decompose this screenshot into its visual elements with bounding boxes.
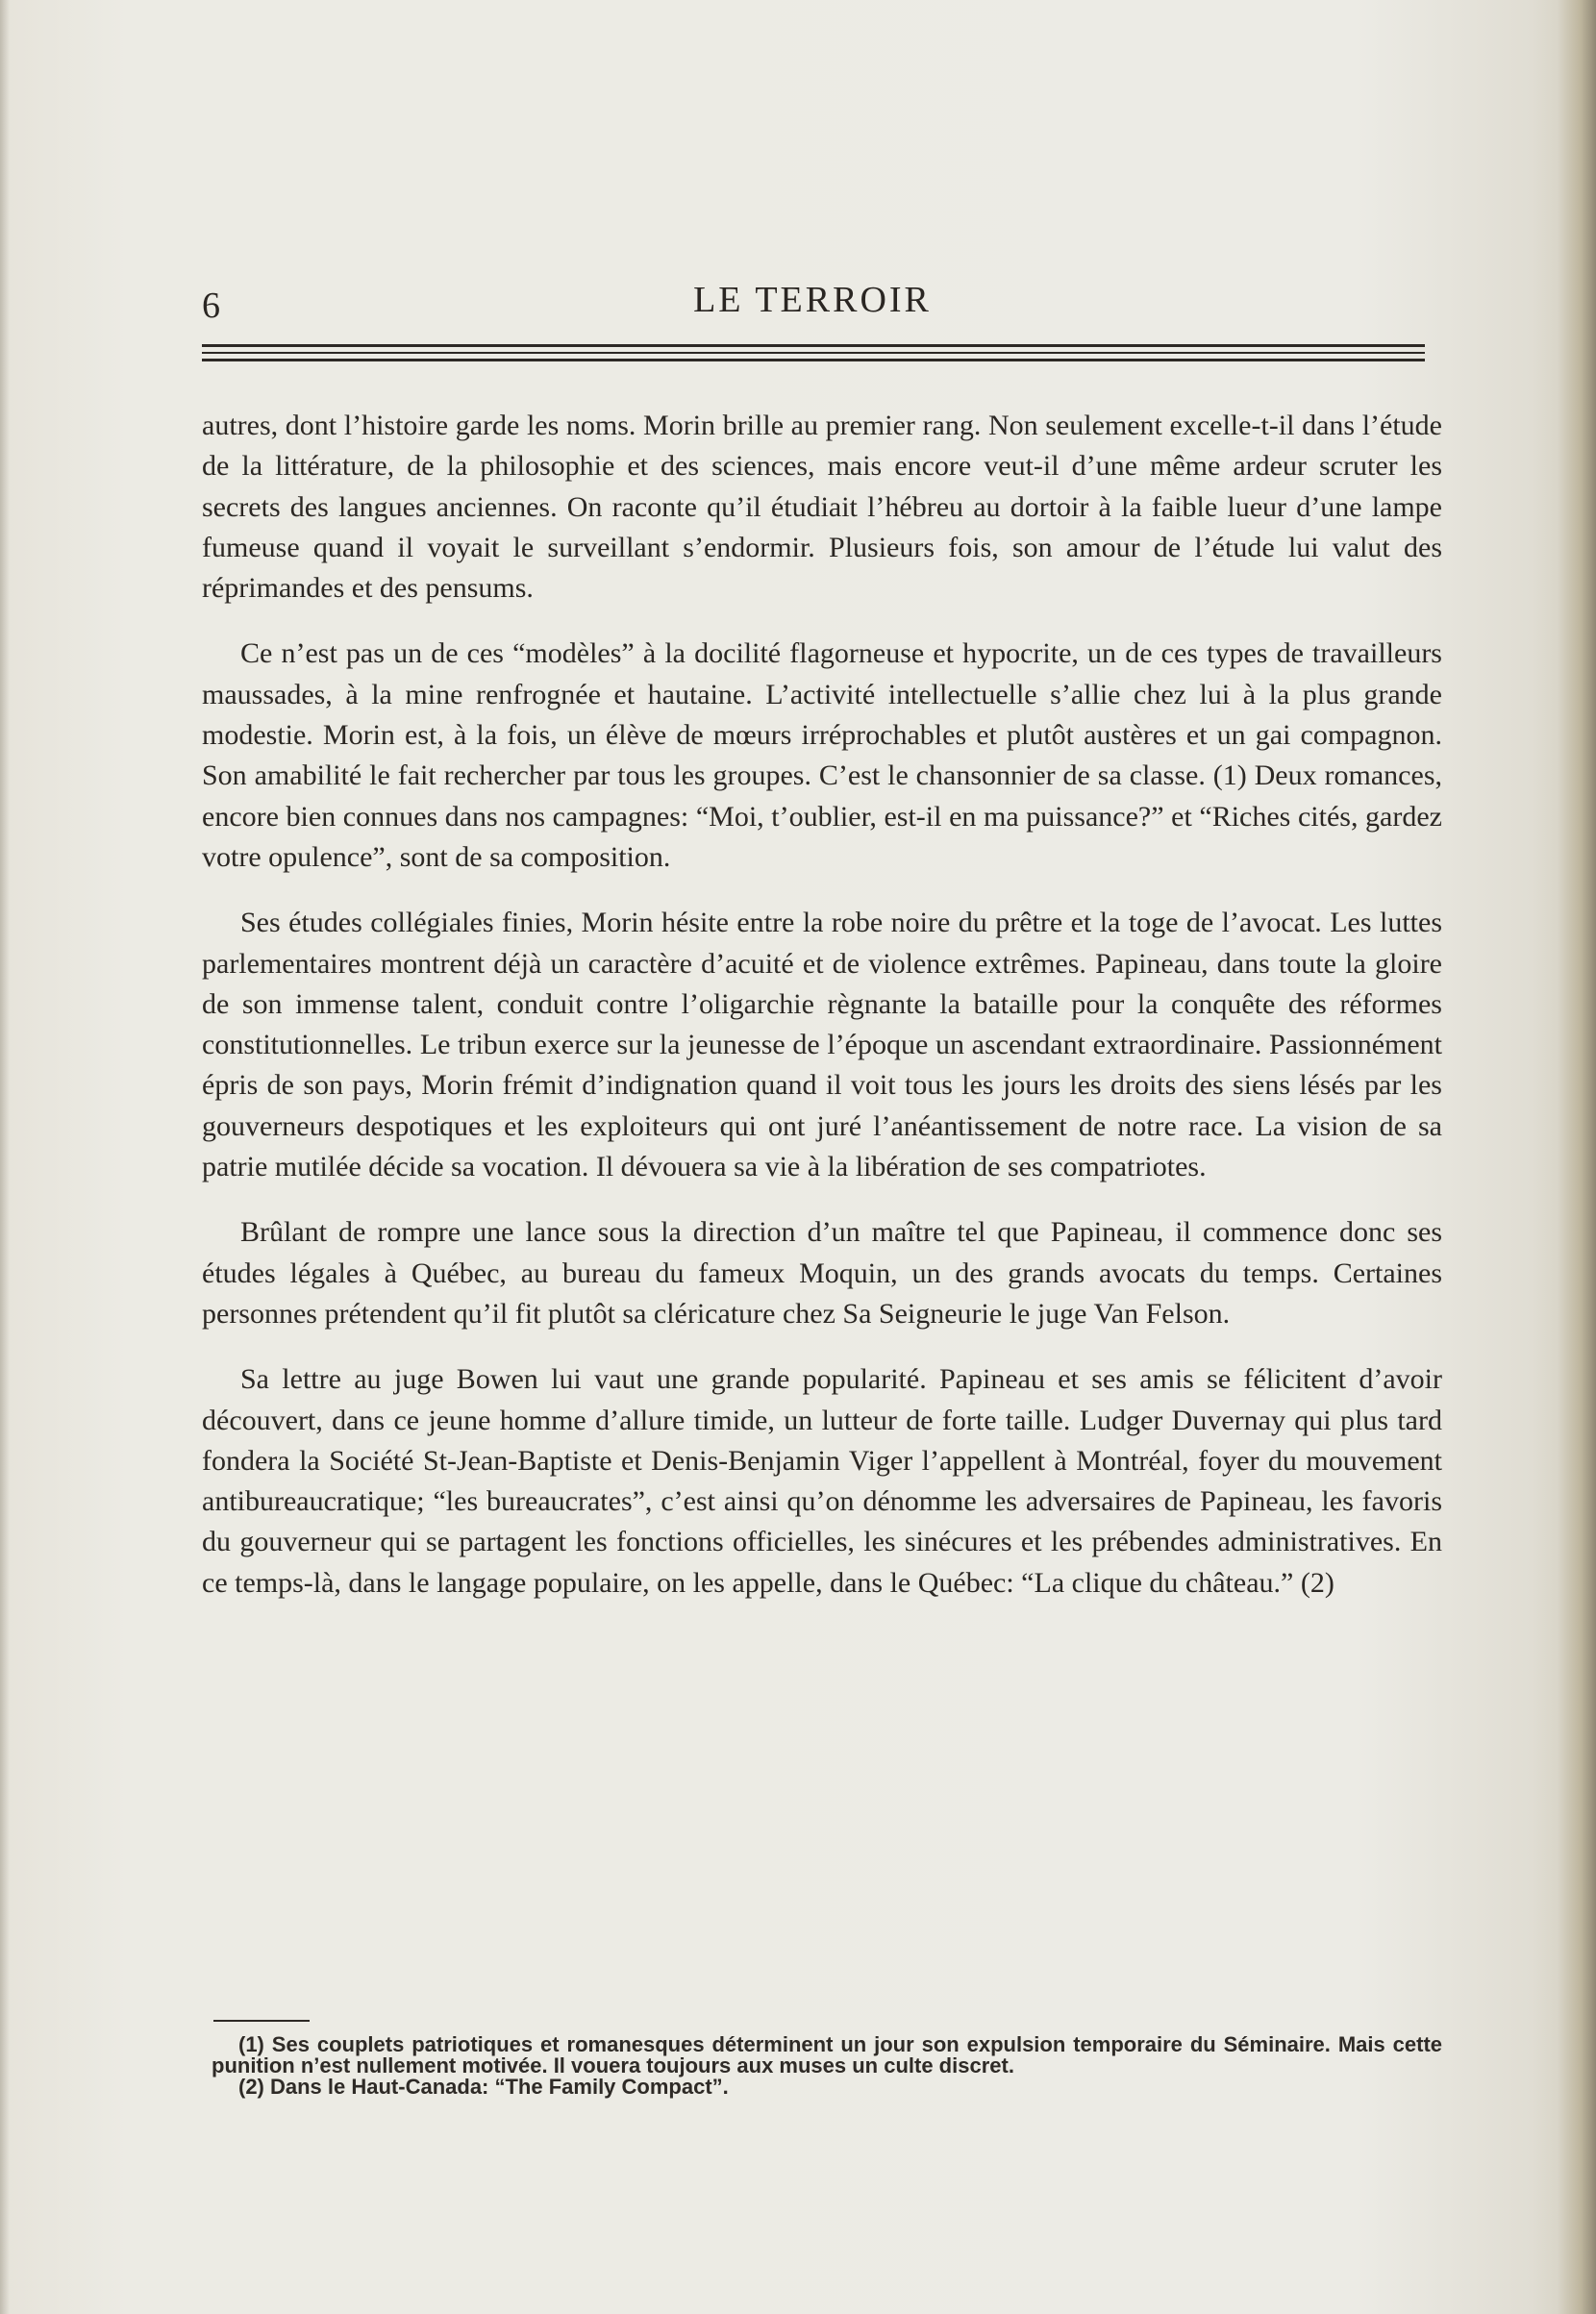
header-rule: [202, 352, 1425, 354]
footnotes: [212, 2034, 1442, 2098]
header-rule: [202, 359, 1425, 361]
page-right-edge-shadow: [1558, 0, 1596, 2314]
header-rule: [202, 344, 1425, 347]
page-header: [202, 281, 1423, 329]
paragraph: Ses études collégiales finies, Morin hésite entre la robe noire du prêtre et la toge de l’avocat. Les luttes parlementaires montrent déjà un caractère d’acuité et de violence extrêmes. Papineau, dans toute la gloire de son immense talent, conduit contre l’oligarchie règnante la bataille pour la conquête des réformes constitutionnelles. Le tribun exerce sur la jeunesse de l’époque un ascendant extraordinaire. Passionnément épris de son pays, Morin frémit d’indignation quand il voit tous les jours les droits des siens lésés par les gouverneurs despotiques et les exploiteurs qui ont juré l’anéantissement de notre race. La vision de sa patrie mutilée décide sa vocation. Il dévouera sa vie à la libération de ses compatriotes.: [202, 907, 1442, 1183]
page-number: 6: [202, 286, 220, 326]
paragraph: autres, dont l’histoire garde les noms. Morin brille au premier rang. Non seulement excelle-t-il dans l’étude de la littérature, de la philosophie et des sciences, mais encore veut-il d’une même ardeur scruter les secrets des langues anciennes. On raconte qu’il étudiait l’hébreu au dortoir à la faible lueur d’une lampe fumeuse quand il voyait le surveillant s’endormir. Plusieurs fois, son amour de l’étude lui valut des réprimandes et des pensums.: [202, 410, 1442, 605]
footnote: (1) Ses couplets patriotiques et romanesques déterminent un jour son expulsion temporaire du Séminaire. Mais cette punition n’est nullement motivée. Il vouera toujours aux muses un culte discret.: [212, 2032, 1442, 2078]
footnote-separator: [213, 2020, 310, 2022]
paragraph: Ce n’est pas un de ces “modèles” à la docilité flagorneuse et hypocrite, un de ces types de travailleurs maussades, à la mine renfrognée et hautaine. L’activité intellectuelle s’allie chez lui à la plus grande modestie. Morin est, à la fois, un élève de mœurs irréprochables et plutôt austères et un gai compagnon. Son amabilité le fait rechercher par tous les groupes. C’est le chansonnier de sa classe. (1) Deux romances, encore bien connues dans nos campagnes: “Moi, t’oublier, est-il en ma puissance?” et “Riches cités, gardez votre opulence”, sont de sa composition.: [202, 637, 1442, 873]
paragraph: Brûlant de rompre une lance sous la direction d’un maître tel que Papineau, il commence donc ses études légales à Québec, au bureau du fameux Moquin, un des grands avocats du temps. Certaines personnes prétendent qu’il fit plutôt sa cléricature chez Sa Seigneurie le juge Van Felson.: [202, 1216, 1442, 1330]
running-title: LE TERROIR: [693, 280, 932, 320]
page-left-edge-shadow: [0, 0, 10, 2314]
footnote: (2) Dans le Haut-Canada: “The Family Compact”.: [238, 2075, 729, 2099]
paragraph: Sa lettre au juge Bowen lui vaut une grande popularité. Papineau et ses amis se félicitent d’avoir découvert, dans ce jeune homme d’allure timide, un lutteur de forte taille. Ludger Duvernay qui plus tard fondera la Société St-Jean-Baptiste et Denis-Benjamin Viger l’appellent à Montréal, foyer du mouvement antibureaucratique; “les bureaucrates”, c’est ainsi qu’on dénomme les adversaires de Papineau, les favoris du gouverneur qui se partagent les fonctions officielles, les sinécures et les prébendes administratives. En ce temps-là, dans le langage populaire, on les appelle, dans le Québec: “La clique du château.” (2): [202, 1363, 1442, 1599]
body-text: [202, 406, 1442, 1629]
